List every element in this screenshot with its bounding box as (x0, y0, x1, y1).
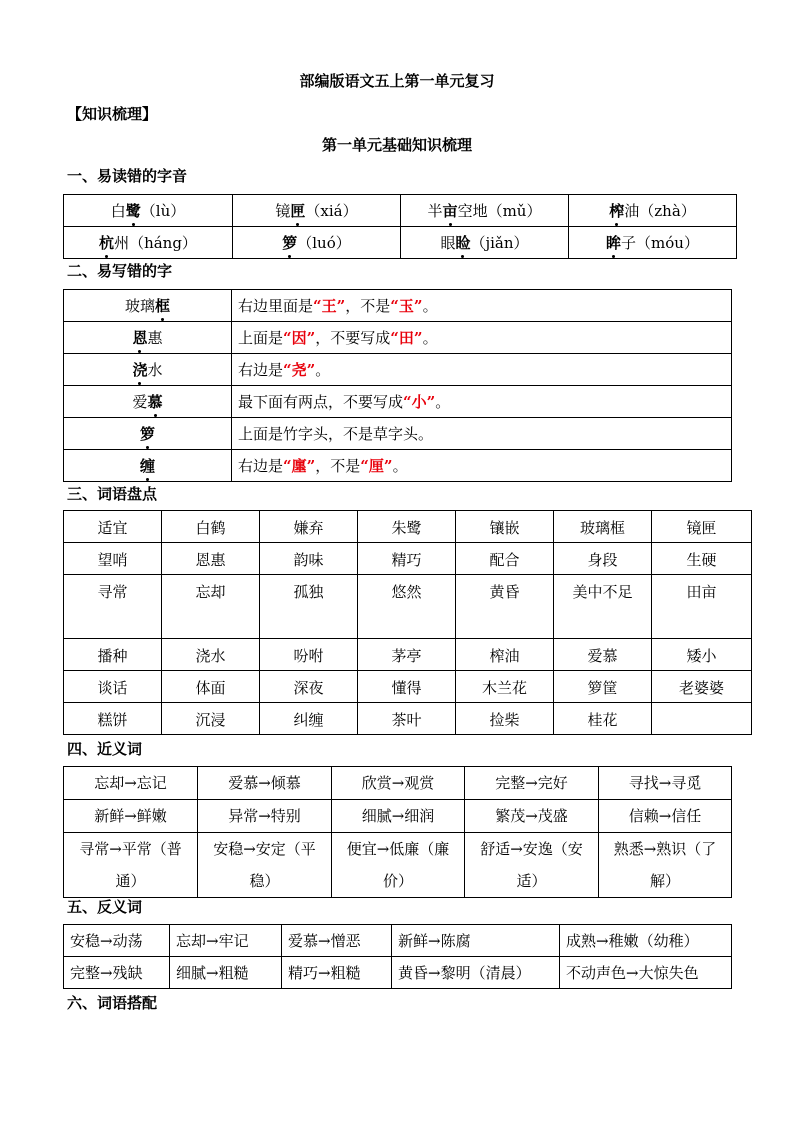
word-prefix: 镜 (275, 202, 291, 220)
vocab-cell: 老婆婆 (652, 671, 752, 703)
table-row (64, 800, 732, 833)
pronunciation-cell (233, 227, 401, 259)
synonyms-table (63, 766, 732, 898)
writing-word-cell (64, 322, 232, 354)
vocab-cell: 茶叶 (358, 703, 456, 735)
vocab-cell: 镶嵌 (456, 511, 554, 543)
dotted-character: 恩 (132, 329, 148, 347)
synonym-cell: 欣赏→观赏 (332, 767, 465, 800)
dotted-character: 框 (155, 297, 171, 315)
synonym-cell: 爱慕→倾慕 (198, 767, 332, 800)
section-writing-heading: 二、易写错的字 (67, 262, 173, 280)
pronunciation-cell (401, 195, 569, 227)
note-text: 右边里面是 (238, 297, 314, 315)
vocab-cell (652, 703, 752, 735)
writing-word-cell (64, 354, 232, 386)
section-pronunciation-heading: 一、易读错的字音 (67, 167, 188, 185)
writing-word-cell (64, 450, 232, 482)
antonym-cell: 爱慕→憎恶 (282, 925, 392, 957)
vocab-cell: 榨油 (456, 639, 554, 671)
vocab-cell: 纠缠 (260, 703, 358, 735)
section-collocation-heading: 六、词语搭配 (67, 994, 158, 1012)
note-text: 。 (392, 457, 408, 475)
writing-word-cell (64, 386, 232, 418)
vocab-cell: 捡柴 (456, 703, 554, 735)
table-row (64, 543, 752, 575)
synonym-cell: 细腻→细润 (332, 800, 465, 833)
antonym-cell: 完整→残缺 (64, 957, 170, 989)
table-row (64, 195, 737, 227)
table-row (64, 957, 732, 989)
vocab-cell: 身段 (554, 543, 652, 575)
knowledge-label: 【知识梳理】 (67, 105, 158, 123)
note-text: 上面是 (238, 329, 284, 347)
note-text: 上面是竹字头，不是草字头。 (238, 425, 434, 443)
pronunciation-cell (64, 195, 233, 227)
vocab-cell: 生硬 (652, 543, 752, 575)
section-synonyms-heading: 四、近义词 (67, 740, 143, 758)
vocab-cell: 体面 (162, 671, 260, 703)
vocab-cell: 木兰花 (456, 671, 554, 703)
vocab-cell: 糕饼 (64, 703, 162, 735)
vocab-cell: 恩惠 (162, 543, 260, 575)
highlight-text: “王” (313, 297, 346, 315)
vocab-cell: 悠然 (358, 575, 456, 639)
writing-table (63, 289, 732, 482)
highlight-text: “厘” (360, 457, 393, 475)
table-row (64, 227, 737, 259)
vocab-cell: 配合 (456, 543, 554, 575)
antonym-cell: 新鲜→陈腐 (392, 925, 560, 957)
dotted-character: 杭 (99, 234, 115, 252)
highlight-text: “廛” (283, 457, 316, 475)
pronunciation-cell (569, 227, 737, 259)
highlight-text: “因” (283, 329, 316, 347)
vocab-cell: 美中不足 (554, 575, 652, 639)
dotted-character: 眸 (606, 234, 622, 252)
writing-word-cell (64, 418, 232, 450)
highlight-text: “尧” (283, 361, 316, 379)
word-suffix: 空地（mǔ） (457, 202, 542, 220)
section-antonyms-heading: 五、反义词 (67, 898, 143, 916)
highlight-text: “田” (390, 329, 423, 347)
vocab-cell: 吩咐 (260, 639, 358, 671)
word-suffix: （xiá） (305, 202, 358, 220)
word-suffix: 州（háng） (114, 234, 197, 252)
dotted-character: 榨 (609, 202, 625, 220)
antonym-cell: 安稳→动荡 (64, 925, 170, 957)
word-suffix: 油（zhà） (624, 202, 696, 220)
vocab-cell: 黄昏 (456, 575, 554, 639)
dotted-character: 箩 (282, 234, 298, 252)
table-row (64, 575, 752, 639)
highlight-text: “玉” (390, 297, 423, 315)
synonym-cell: 便宜→低廉（廉价） (332, 833, 465, 898)
vocab-cell: 嫌弃 (260, 511, 358, 543)
dotted-character: 浇 (132, 361, 148, 379)
section-vocab-heading: 三、词语盘点 (67, 485, 158, 503)
word-suffix: （jiǎn） (470, 234, 529, 252)
vocab-cell: 镜匣 (652, 511, 752, 543)
table-row (64, 703, 752, 735)
note-text: 。 (435, 393, 451, 411)
highlight-text: “小” (403, 393, 436, 411)
dotted-character: 箩 (139, 425, 155, 443)
vocab-cell: 田亩 (652, 575, 752, 639)
page-title: 部编版语文五上第一单元复习 (299, 72, 495, 90)
synonym-cell: 忘却→忘记 (64, 767, 198, 800)
word-suffix: 惠 (147, 329, 163, 347)
note-text: 最下面有两点，不要写成 (238, 393, 404, 411)
antonym-cell: 细腻→粗糙 (170, 957, 282, 989)
word-prefix: 白 (110, 202, 126, 220)
vocab-cell: 精巧 (358, 543, 456, 575)
note-text: 右边是 (238, 361, 284, 379)
writing-note-cell (232, 386, 732, 418)
writing-note-cell (232, 450, 732, 482)
table-row (64, 322, 732, 354)
note-text: ，不要写成 (315, 329, 391, 347)
vocab-cell: 播种 (64, 639, 162, 671)
pronunciation-table (63, 194, 737, 259)
vocab-cell: 忘却 (162, 575, 260, 639)
dotted-character: 缠 (139, 457, 155, 475)
synonym-cell: 信赖→信任 (599, 800, 732, 833)
writing-note-cell (232, 322, 732, 354)
word-prefix: 半 (427, 202, 443, 220)
synonym-cell: 繁茂→茂盛 (465, 800, 599, 833)
synonym-cell: 异常→特别 (198, 800, 332, 833)
note-text: ，不是 (345, 297, 391, 315)
table-row (64, 418, 732, 450)
table-row (64, 290, 732, 322)
unit-heading: 第一单元基础知识梳理 (321, 136, 472, 154)
antonyms-table (63, 924, 732, 989)
vocab-cell: 朱鹭 (358, 511, 456, 543)
synonym-cell: 新鲜→鲜嫩 (64, 800, 198, 833)
vocab-cell: 适宜 (64, 511, 162, 543)
antonym-cell: 不动声色→大惊失色 (560, 957, 732, 989)
table-row (64, 767, 732, 800)
table-row (64, 639, 752, 671)
dotted-character: 鹭 (125, 202, 141, 220)
vocab-cell: 望哨 (64, 543, 162, 575)
vocab-cell: 玻璃框 (554, 511, 652, 543)
dotted-character: 亩 (442, 202, 458, 220)
writing-word-cell (64, 290, 232, 322)
vocab-cell: 沉浸 (162, 703, 260, 735)
vocab-cell: 浇水 (162, 639, 260, 671)
word-prefix: 爱 (132, 393, 148, 411)
writing-note-cell (232, 354, 732, 386)
word-suffix: 水 (147, 361, 163, 379)
vocab-cell: 矮小 (652, 639, 752, 671)
dotted-character: 慕 (147, 393, 163, 411)
vocab-cell: 孤独 (260, 575, 358, 639)
word-suffix: （luó） (297, 234, 351, 252)
word-suffix: 子（móu） (621, 234, 699, 252)
table-row (64, 671, 752, 703)
antonym-cell: 精巧→粗糙 (282, 957, 392, 989)
vocab-cell: 深夜 (260, 671, 358, 703)
table-row (64, 450, 732, 482)
synonym-cell: 舒适→安逸（安适） (465, 833, 599, 898)
vocab-cell: 白鹤 (162, 511, 260, 543)
word-suffix: （lù） (140, 202, 186, 220)
synonym-cell: 寻常→平常（普通） (64, 833, 198, 898)
word-prefix: 玻璃 (124, 297, 155, 315)
word-prefix: 眼 (440, 234, 456, 252)
synonym-cell: 寻找→寻觅 (599, 767, 732, 800)
vocab-cell: 爱慕 (554, 639, 652, 671)
dotted-character: 睑 (455, 234, 471, 252)
pronunciation-cell (233, 195, 401, 227)
pronunciation-cell (569, 195, 737, 227)
note-text: 。 (422, 329, 438, 347)
note-text: 。 (315, 361, 331, 379)
note-text: 右边是 (238, 457, 284, 475)
antonym-cell: 成熟→稚嫩（幼稚） (560, 925, 732, 957)
table-row (64, 925, 732, 957)
vocab-cell: 寻常 (64, 575, 162, 639)
writing-note-cell (232, 290, 732, 322)
table-row (64, 354, 732, 386)
synonym-cell: 熟悉→熟识（了解） (599, 833, 732, 898)
vocab-cell: 桂花 (554, 703, 652, 735)
antonym-cell: 黄昏→黎明（清晨） (392, 957, 560, 989)
table-row (64, 833, 732, 898)
synonym-cell: 安稳→安定（平稳） (198, 833, 332, 898)
dotted-character: 匣 (290, 202, 306, 220)
vocab-cell: 懂得 (358, 671, 456, 703)
vocab-cell: 箩筐 (554, 671, 652, 703)
writing-note-cell (232, 418, 732, 450)
vocab-cell: 茅亭 (358, 639, 456, 671)
antonym-cell: 忘却→牢记 (170, 925, 282, 957)
pronunciation-cell (401, 227, 569, 259)
vocab-table (63, 510, 752, 735)
note-text: 。 (422, 297, 438, 315)
note-text: ，不是 (315, 457, 361, 475)
vocab-cell: 韵味 (260, 543, 358, 575)
table-row (64, 386, 732, 418)
vocab-cell: 谈话 (64, 671, 162, 703)
synonym-cell: 完整→完好 (465, 767, 599, 800)
table-row (64, 511, 752, 543)
pronunciation-cell (64, 227, 233, 259)
